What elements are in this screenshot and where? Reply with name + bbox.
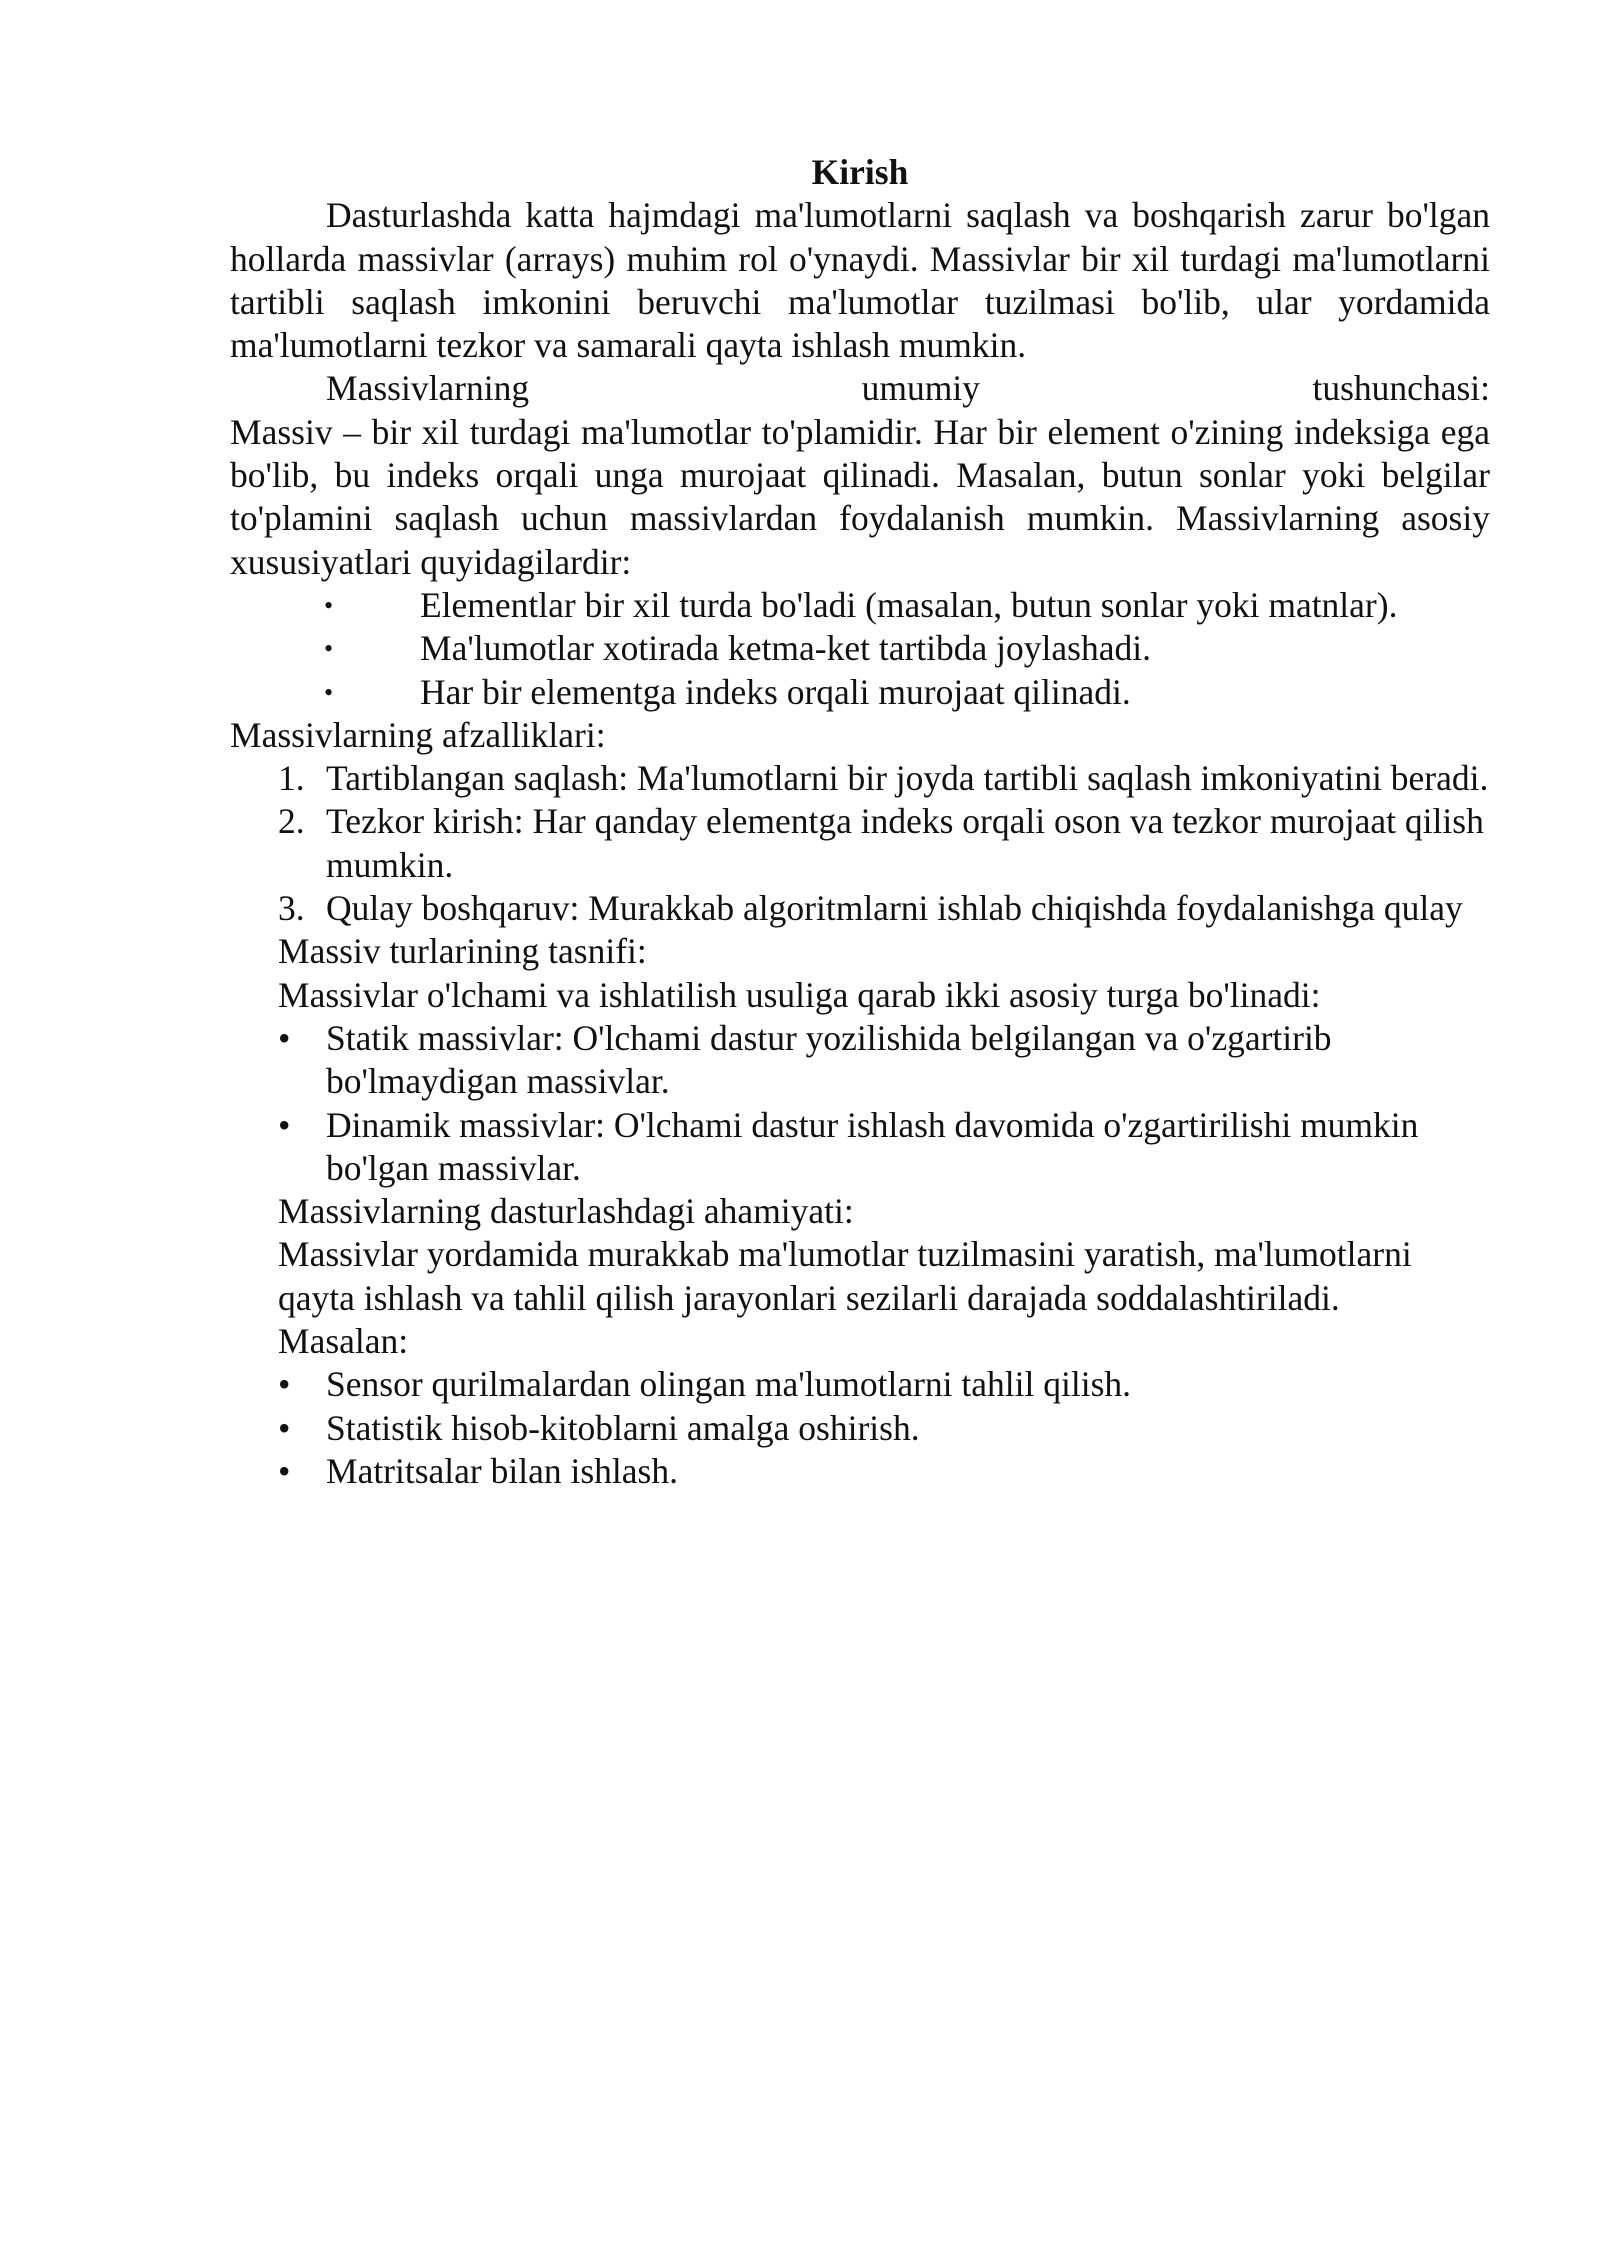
types-heading: Massiv turlarining tasnifi: — [278, 931, 647, 972]
bullet-icon: • — [324, 590, 334, 620]
list-item — [230, 1407, 1490, 1450]
bullet-icon: • — [278, 1364, 291, 1405]
list-item — [230, 1104, 1490, 1191]
intro-paragraph: Dasturlashda katta hajmdagi ma'lumotlarni saqlash va boshqarish zarur bo'lgan hollarda massivlar (arrays) muhim rol o'ynaydi. Massivlar bir xil turdagi ma'lumotlarni tartibli saqlash imkonini beruvchi ma'lumotlar tuzilmasi bo'lib, ular yordamida ma'lumotlarni tezkor va samarali qayta ishlash mumkin. — [230, 195, 1490, 366]
property-text: Elementlar bir xil turda bo'ladi (masalan, butun sonlar yoki matnlar). — [420, 584, 1398, 625]
document-body — [230, 151, 1490, 1493]
properties-list — [230, 584, 1490, 714]
types-list — [230, 1017, 1490, 1190]
advantage-text: Tartiblangan saqlash: Ma'lumotlarni bir joyda tartibli saqlash imkoniyatini beradi. — [326, 758, 1489, 799]
list-item — [230, 757, 1490, 800]
examples-heading: Masalan: — [278, 1321, 409, 1362]
list-item — [230, 1450, 1490, 1493]
type-text: Dinamik massivlar: O'lchami dastur ishlash davomida o'zgartirilishi mumkin bo'lgan massivlar. — [326, 1104, 1419, 1188]
example-text: Matritsalar bilan ishlash. — [326, 1450, 678, 1491]
type-text: Statik massivlar: O'lchami dastur yozilishida belgilangan va o'zgartirib bo'lmaydigan massivlar. — [326, 1017, 1332, 1102]
concept-paragraph: Massiv – bir xil turdagi ma'lumotlar to'plamidir. Har bir element o'zining indeksiga ega bo'lib, bu indeks orqali unga murojaat qilinadi. Masalan, butun sonlar yoki belgilar to'plamini saqlash uchun massivlardan foydalanish mumkin. Massivlarning asosiy xususiyatlari quyidagilardir: — [230, 411, 1490, 582]
bullet-icon: • — [278, 1450, 291, 1491]
list-item — [230, 584, 1490, 627]
list-item — [230, 800, 1490, 887]
advantages-heading: Massivlarning afzalliklari: — [230, 714, 606, 755]
advantage-text: Qulay boshqaruv: Murakkab algoritmlarni ishlab chiqishda foydalanishga qulay — [326, 888, 1463, 929]
example-text: Statistik hisob-kitoblarni amalga oshirish. — [326, 1407, 920, 1448]
list-item — [230, 671, 1490, 714]
list-number: 3. — [278, 888, 305, 929]
bullet-icon: • — [324, 677, 334, 707]
bullet-icon: • — [278, 1407, 291, 1448]
types-intro: Massivlar o'lchami va ishlatilish usuliga qarab ikki asosiy turga bo'linadi: — [278, 974, 1321, 1015]
bullet-icon: • — [278, 1104, 291, 1145]
importance-paragraph: Massivlar yordamida murakkab ma'lumotlar tuzilmasini yaratish, ma'lumotlarni qayta ishlash va tahlil qilish jarayonlari sezilarli darajada soddalashtiriladi. — [278, 1234, 1412, 1318]
advantage-text: Tezkor kirish: Har qanday elementga indeks orqali oson va tezkor murojaat qilish mumkin. — [326, 801, 1484, 885]
importance-heading: Massivlarning dasturlashdagi ahamiyati: — [278, 1191, 854, 1232]
examples-list — [230, 1363, 1490, 1493]
concept-heading: Massivlarning umumiy tushunchasi: — [326, 368, 1490, 409]
list-item — [230, 887, 1490, 930]
list-item — [230, 627, 1490, 670]
list-number: 2. — [278, 801, 305, 842]
example-text: Sensor qurilmalardan olingan ma'lumotlarni tahlil qilish. — [326, 1364, 1132, 1405]
list-number: 1. — [278, 758, 305, 799]
bullet-icon: • — [324, 634, 334, 664]
property-text: Ma'lumotlar xotirada ketma-ket tartibda joylashadi. — [420, 628, 1151, 669]
bullet-icon: • — [278, 1017, 291, 1058]
property-text: Har bir elementga indeks orqali murojaat qilinadi. — [420, 671, 1131, 712]
document-title: Kirish — [811, 152, 909, 192]
advantages-list — [230, 757, 1490, 930]
list-item — [230, 1017, 1490, 1104]
list-item — [230, 1363, 1490, 1406]
